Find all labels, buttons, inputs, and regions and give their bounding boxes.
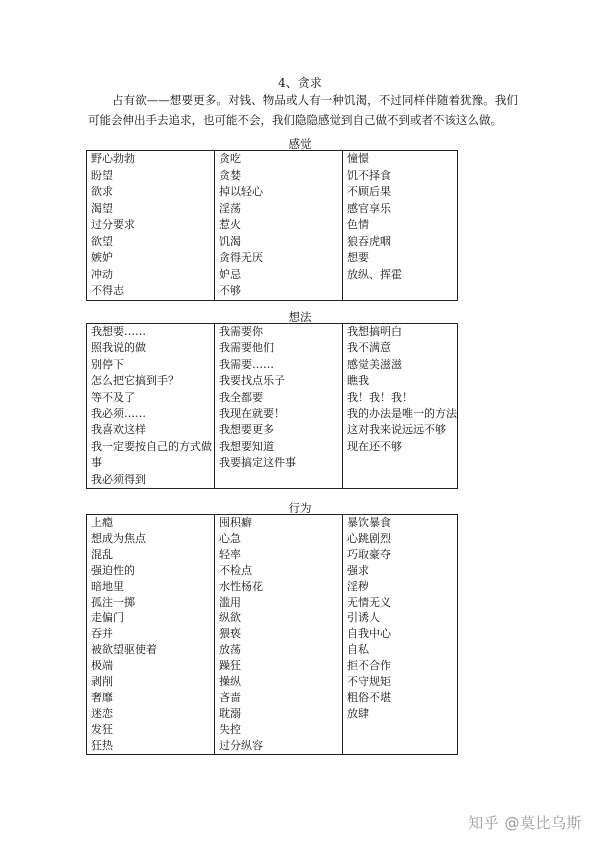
list-item: 过分纵容 <box>219 738 263 752</box>
list-item: 不得志 <box>91 284 124 297</box>
column-2 <box>215 151 343 301</box>
section-title-thoughts: 想法 <box>288 310 312 324</box>
list-item: 失控 <box>219 722 241 736</box>
list-item: 我现在就要！ <box>219 407 285 421</box>
list-item: 怎么把它搞到手？ <box>91 374 179 388</box>
list-item: 轻率 <box>219 547 241 561</box>
list-item: 混乱 <box>91 547 113 561</box>
list-item: 自我中心 <box>347 627 391 641</box>
column-1 <box>87 324 215 489</box>
list-item: 放肆 <box>347 706 369 720</box>
list-item: 贪婪 <box>219 168 241 182</box>
list-item: 走偏门 <box>91 611 124 625</box>
list-item: 想成为焦点 <box>91 531 146 545</box>
list-item: 猥亵 <box>219 627 241 641</box>
list-item: 这对我来说远远不够 <box>347 423 446 437</box>
list-item: 我要找点乐子 <box>219 374 285 388</box>
list-item: 嫉妒 <box>91 251 113 264</box>
list-item: 心跳剧烈 <box>347 531 391 545</box>
list-item: 无情无义 <box>347 595 391 609</box>
list-item: 渴望 <box>91 201 113 215</box>
column-3 <box>343 324 458 489</box>
list-item: 不守规矩 <box>347 675 391 689</box>
list-item: 吝啬 <box>219 690 241 704</box>
list-item: 剥削 <box>91 675 113 689</box>
list-item: 我必须…… <box>91 407 146 421</box>
list-item: 淫秽 <box>347 579 369 593</box>
list-item: 拒不合作 <box>347 659 391 673</box>
list-item: 强求 <box>347 563 369 577</box>
section-title-behaviors: 行为 <box>288 501 312 515</box>
list-item: 我！我！我！ <box>347 390 413 404</box>
watermark: 知乎 @莫比乌斯 <box>468 814 582 832</box>
table-feelings <box>86 150 458 301</box>
list-item: 吞并 <box>91 627 113 641</box>
intro-paragraph: 占有欲——想要更多。对钱、物品或人有一种饥渴，不过同样伴随着犹豫。我们可能会伸出手去追求，也可能不会，我们隐隐感觉到自己做不到或者不该这么做。 <box>88 93 518 127</box>
list-item: 我必须得到 <box>91 472 146 486</box>
list-item: 妒忌 <box>219 267 241 281</box>
list-item: 感觉美滋滋 <box>347 357 402 371</box>
list-item: 我想搞明白 <box>347 325 402 338</box>
list-item: 强迫性的 <box>91 563 135 577</box>
page-heading: 4、贪求 <box>278 76 322 90</box>
column-3 <box>343 515 458 755</box>
table-row <box>87 324 458 489</box>
list-item: 暴饮暴食 <box>347 516 391 529</box>
list-item: 暗地里 <box>91 579 124 593</box>
column-1 <box>87 151 215 301</box>
list-item: 心急 <box>219 531 241 545</box>
list-item: 色情 <box>347 218 369 231</box>
list-item: 饥渴 <box>219 234 241 248</box>
table-row <box>87 515 458 755</box>
list-item: 粗俗不堪 <box>347 690 391 704</box>
list-item: 盼望 <box>91 168 113 182</box>
list-item: 欲望 <box>91 234 113 248</box>
list-item: 迷恋 <box>91 706 113 720</box>
list-item: 贪得无厌 <box>219 251 263 264</box>
list-item: 瞧我 <box>347 374 369 388</box>
list-item: 我需要…… <box>219 357 274 371</box>
list-item: 我想要更多 <box>219 423 274 437</box>
section-title-feelings: 感觉 <box>288 137 312 151</box>
list-item: 照我说的做 <box>91 341 146 355</box>
table-row <box>87 151 458 301</box>
list-item: 发狂 <box>91 722 113 736</box>
list-item: 奢靡 <box>91 690 113 704</box>
list-item: 别停下 <box>91 357 124 371</box>
list-item: 不够 <box>219 284 241 297</box>
list-item: 不顾后果 <box>347 185 391 198</box>
list-item: 囤积癖 <box>219 516 252 529</box>
list-item: 现在还不够 <box>347 439 402 453</box>
list-item: 冲动 <box>91 267 113 281</box>
list-item: 我一定要按自己的方式做事 <box>91 439 212 470</box>
list-item: 被欲望驱使着 <box>91 643 157 657</box>
table-thoughts <box>86 323 458 489</box>
list-item: 操纵 <box>219 675 241 689</box>
list-item: 等不及了 <box>91 390 135 404</box>
list-item: 我想要知道 <box>219 439 274 453</box>
list-item: 感官享乐 <box>347 201 391 215</box>
list-item: 狂热 <box>91 738 113 752</box>
list-item: 饥不择食 <box>347 168 391 182</box>
list-item: 放纵、挥霍 <box>347 267 402 281</box>
list-item: 惹火 <box>219 218 241 231</box>
list-item: 我的办法是唯一的方法 <box>347 407 457 421</box>
list-item: 欲求 <box>91 185 113 198</box>
list-item: 我要搞定这件事 <box>219 456 296 470</box>
list-item: 我喜欢这样 <box>91 423 146 437</box>
list-item: 引诱人 <box>347 611 380 625</box>
list-item: 我需要你 <box>219 325 263 338</box>
column-2 <box>215 515 343 755</box>
list-item: 憧憬 <box>347 152 369 165</box>
list-item: 淫荡 <box>219 201 241 215</box>
list-item: 我全都要 <box>219 390 263 404</box>
list-item: 我不满意 <box>347 341 391 355</box>
column-1 <box>87 515 215 755</box>
list-item: 上瘾 <box>91 516 113 529</box>
list-item: 放荡 <box>219 643 241 657</box>
column-3 <box>343 151 458 301</box>
list-item: 贪吃 <box>219 152 241 165</box>
list-item: 纵欲 <box>219 611 241 625</box>
list-item: 自私 <box>347 643 369 657</box>
list-item: 滥用 <box>219 595 241 609</box>
list-item: 过分要求 <box>91 218 135 231</box>
list-item: 巧取豪夺 <box>347 547 391 561</box>
list-item: 想要 <box>347 251 369 264</box>
list-item: 孤注一掷 <box>91 595 135 609</box>
list-item: 狼吞虎咽 <box>347 234 391 248</box>
list-item: 躁狂 <box>219 659 241 673</box>
list-item: 不检点 <box>219 563 252 577</box>
column-2 <box>215 324 343 489</box>
list-item: 耽溺 <box>219 706 241 720</box>
list-item: 水性杨花 <box>219 579 263 593</box>
list-item: 野心勃勃 <box>91 152 135 165</box>
list-item: 极端 <box>91 659 113 673</box>
list-item: 掉以轻心 <box>219 185 263 198</box>
list-item: 我需要他们 <box>219 341 274 355</box>
table-behaviors <box>86 514 458 755</box>
list-item: 我想要…… <box>91 325 146 338</box>
